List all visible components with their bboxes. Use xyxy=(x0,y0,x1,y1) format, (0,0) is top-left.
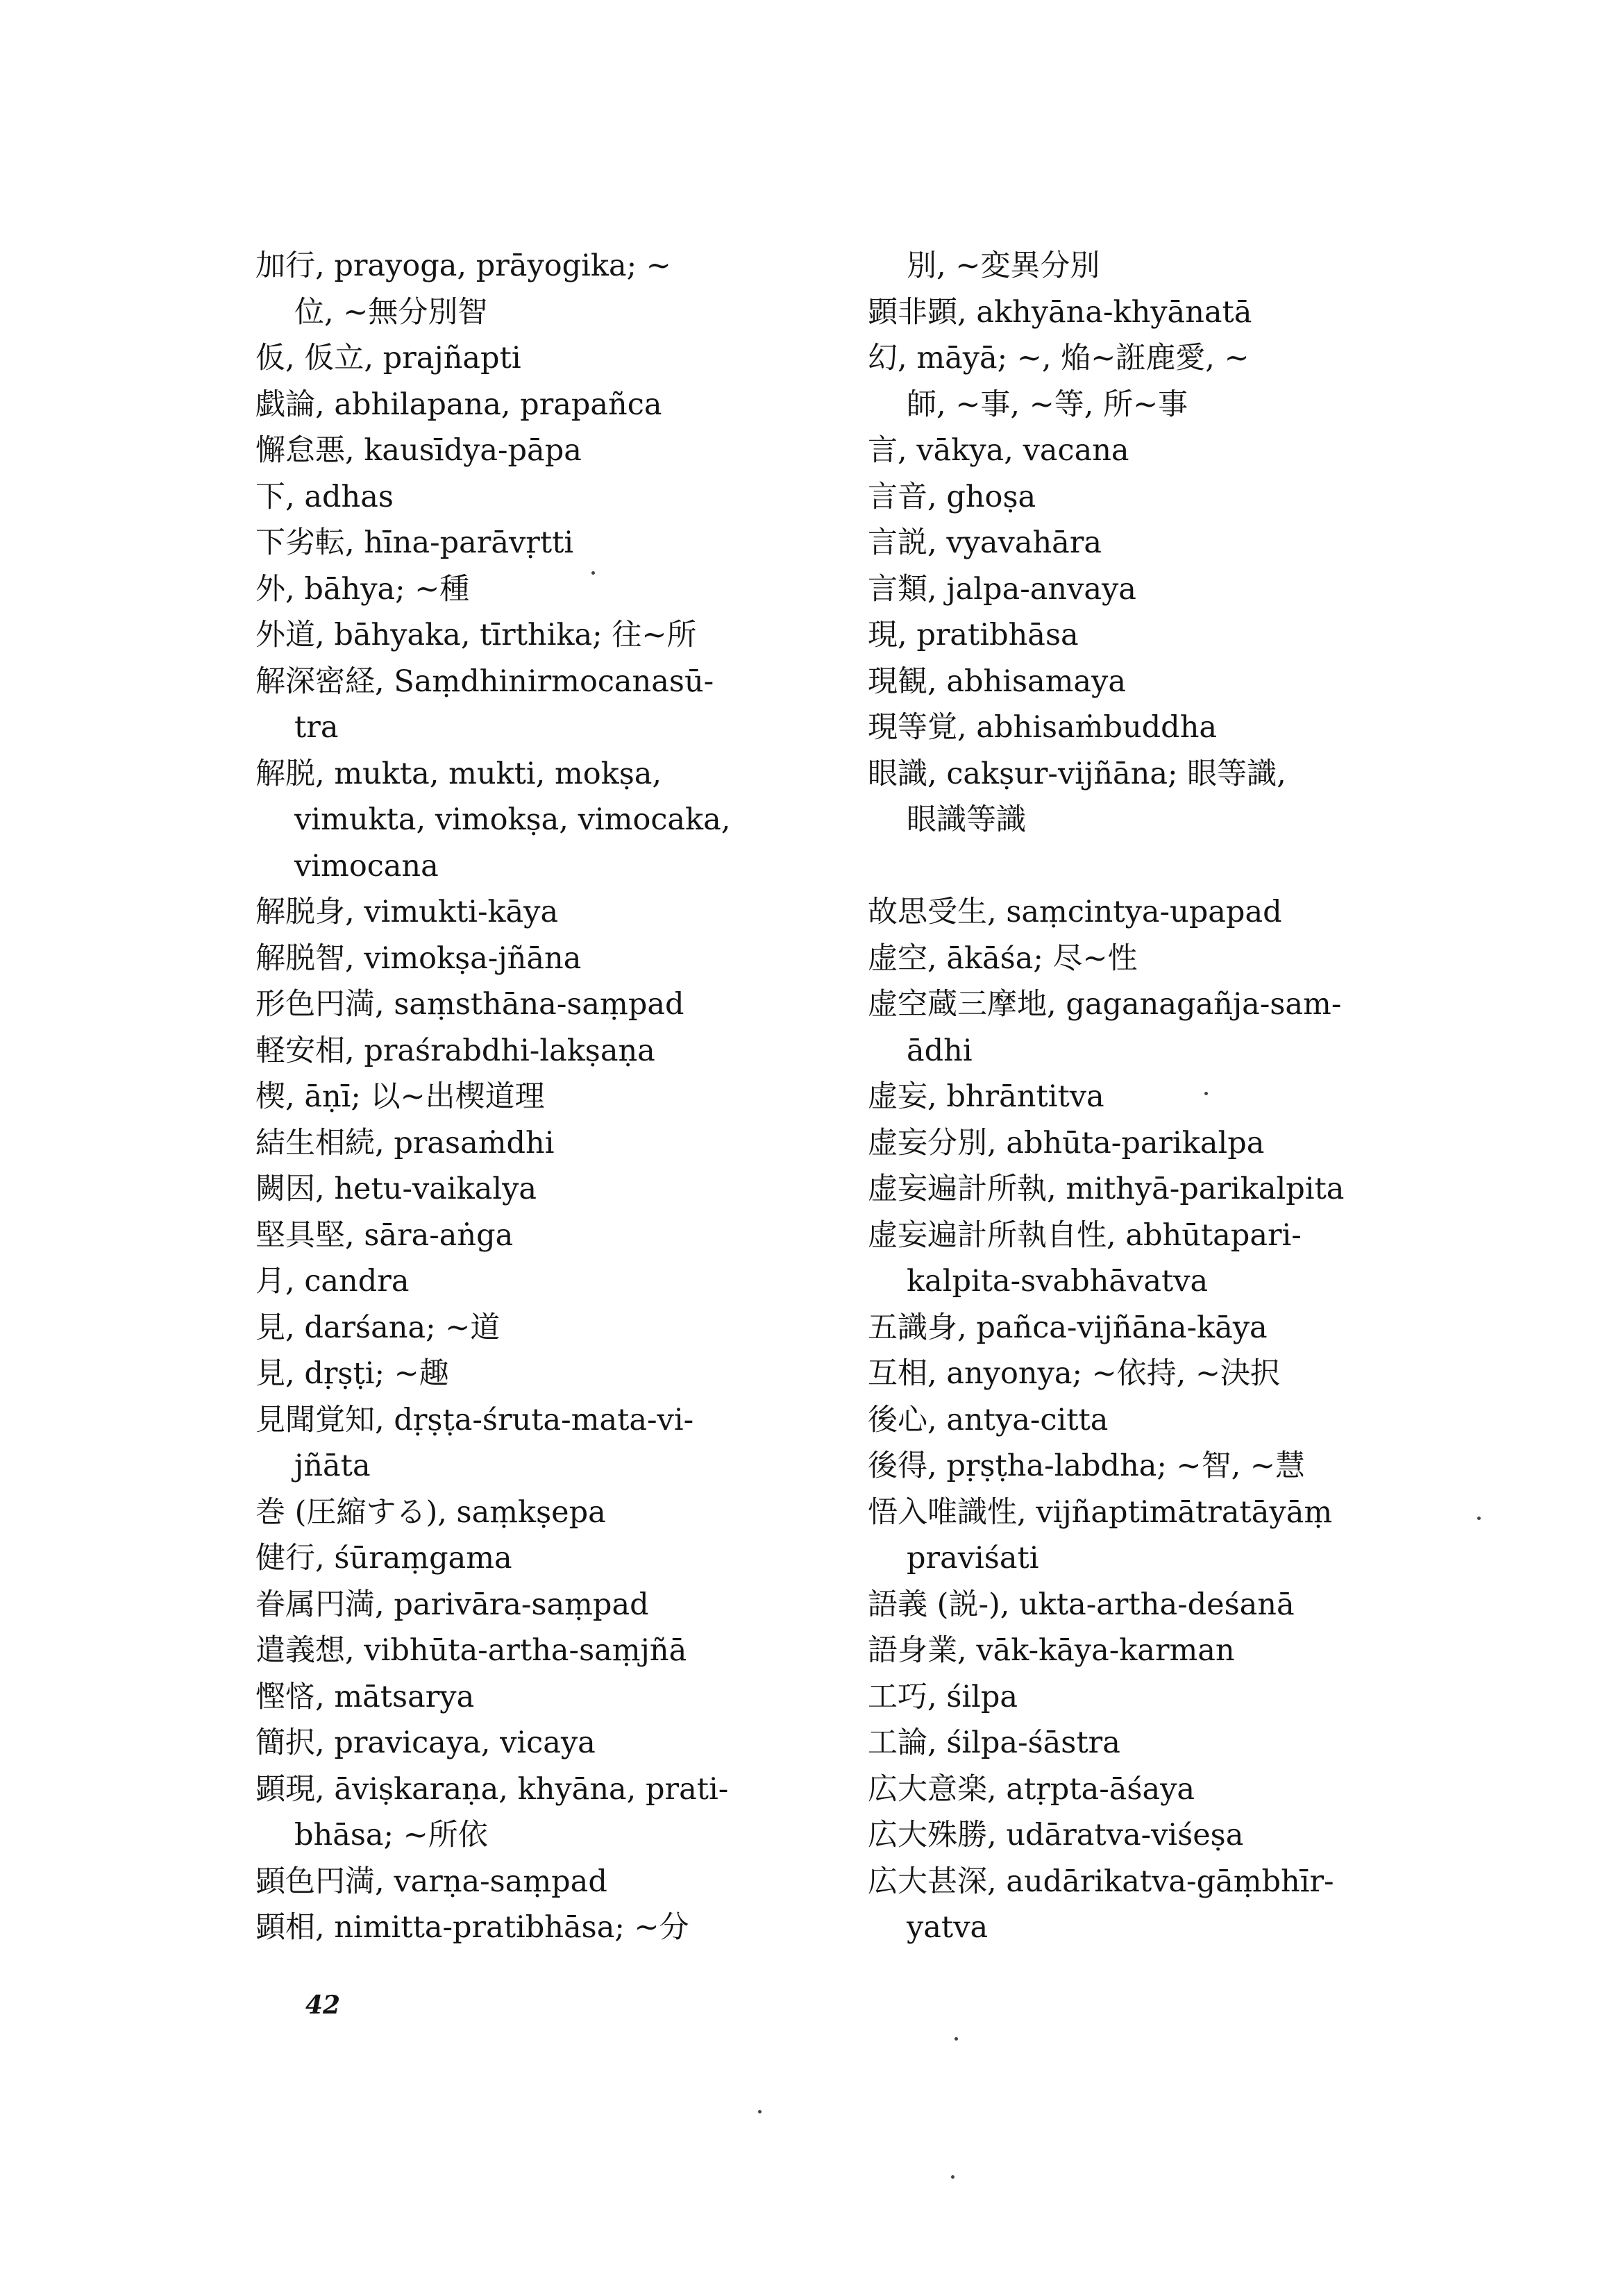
entry-headline: 見聞覚知, dṛṣṭa-śruta-mata-vi- xyxy=(255,1402,694,1437)
entry-headline: 仮, 仮立, prajñapti xyxy=(255,341,521,375)
dictionary-entry xyxy=(255,1859,811,1905)
dictionary-entry xyxy=(868,289,1423,336)
entry-headline: 語義 (説-), ukta-artha-deśanā xyxy=(868,1587,1295,1622)
entry-headline: 解深密経, Saṃdhinirmocanasū- xyxy=(255,664,714,699)
entry-headline: 互相, anyonya; ~依持, ~決択 xyxy=(868,1356,1281,1391)
dictionary-entry xyxy=(868,1720,1423,1766)
entry-continuation-line: 眼識等識 xyxy=(907,802,1026,837)
dictionary-entry xyxy=(868,1812,1423,1859)
dictionary-entry xyxy=(255,612,811,659)
page-number: 42 xyxy=(305,1991,341,2020)
dictionary-entry xyxy=(868,1674,1423,1721)
entry-continuation-line: 位, ~無分別智 xyxy=(294,294,488,330)
scan-speck xyxy=(1204,1092,1208,1095)
entry-continuation-line: bhāsa; ~所依 xyxy=(294,1818,488,1852)
dictionary-entry xyxy=(868,1305,1423,1351)
entry-headline: 現観, abhisamaya xyxy=(868,664,1126,699)
entry-continuation-line: praviśati xyxy=(907,1541,1039,1576)
entry-headline: 工巧, śilpa xyxy=(868,1679,1018,1714)
entry-headline: 悟入唯識性, vijñaptimātratāyāṃ xyxy=(868,1494,1333,1530)
entry-headline: 広大甚深, audārikatva-gāṃbhīr- xyxy=(868,1864,1334,1899)
entry-headline: 故思受生, saṃcintya-upapad xyxy=(868,895,1282,929)
entry-continuation-line: jñāta xyxy=(294,1449,371,1483)
dictionary-entry xyxy=(255,1489,811,1536)
dictionary-entry xyxy=(255,936,811,982)
scan-speck xyxy=(1477,1517,1481,1520)
entry-headline: 軽安相, praśrabdhi-lakṣaṇa xyxy=(255,1033,655,1068)
right-column xyxy=(868,243,1423,1951)
dictionary-entry xyxy=(868,566,1423,613)
entry-headline: 幻, māyā; ~, 焔~誑鹿愛, ~ xyxy=(868,341,1250,375)
dictionary-entry xyxy=(255,1674,811,1721)
dictionary-entry xyxy=(255,751,811,890)
entry-headline: 虚妄分別, abhūta-parikalpa xyxy=(868,1125,1265,1160)
entry-headline: 月, candra xyxy=(255,1264,410,1299)
entry-headline: 眼識, cakṣur-vijñāna; 眼等識, xyxy=(868,756,1286,791)
dictionary-entry xyxy=(255,1120,811,1167)
dictionary-entry xyxy=(868,428,1423,474)
entry-continuation-line: kalpita-svabhāvatva xyxy=(907,1264,1209,1299)
dictionary-entry xyxy=(255,428,811,474)
dictionary-entry xyxy=(255,382,811,428)
dictionary-entry xyxy=(255,1720,811,1766)
entry-headline: 解脱身, vimukti-kāya xyxy=(255,895,559,929)
entry-headline: 虚妄遍計所執自性, abhūtapari- xyxy=(868,1217,1302,1253)
dictionary-entry xyxy=(868,1166,1423,1213)
entry-headline: 現, pratibhāsa xyxy=(868,618,1079,652)
entry-headline: 顕相, nimitta-pratibhāsa; ~分 xyxy=(255,1910,689,1945)
entry-headline: 広大意楽, atṛpta-āśaya xyxy=(868,1771,1195,1807)
entry-headline: 楔, āṇī; 以~出楔道理 xyxy=(255,1079,545,1114)
dictionary-entry xyxy=(868,612,1423,659)
entry-continuation-line: vimukta, vimokṣa, vimocaka, xyxy=(294,802,731,837)
dictionary-entry xyxy=(868,1351,1423,1397)
dictionary-entry xyxy=(868,474,1423,521)
dictionary-entry xyxy=(868,981,1423,1074)
scan-speck xyxy=(955,2037,958,2041)
entry-continuation-line: vimocana xyxy=(294,848,439,884)
dictionary-entry xyxy=(255,1305,811,1351)
entry-headline: 解脱, mukta, mukti, mokṣa, xyxy=(255,756,662,791)
dictionary-entry xyxy=(255,520,811,566)
entry-headline: 現等覚, abhisaṁbuddha xyxy=(868,710,1218,745)
dictionary-entry xyxy=(868,936,1423,982)
entry-headline: 後心, antya-citta xyxy=(868,1402,1109,1437)
dictionary-entry xyxy=(868,243,1423,289)
entry-headline: 形色円満, saṃsthāna-saṃpad xyxy=(255,987,684,1022)
entry-headline: 顕非顕, akhyāna-khyānatā xyxy=(868,294,1252,330)
dictionary-entry xyxy=(255,1166,811,1213)
entry-headline: 簡択, pravicaya, vicaya xyxy=(255,1725,596,1760)
entry-headline: 慳悋, mātsarya xyxy=(255,1679,475,1714)
entry-headline: 五識身, pañca-vijñāna-kāya xyxy=(868,1310,1268,1345)
dictionary-entry xyxy=(868,1628,1423,1674)
dictionary-entry xyxy=(255,1905,811,1951)
entry-headline: 虚空, ākāśa; 尽~性 xyxy=(868,940,1138,976)
dictionary-entry xyxy=(255,1766,811,1859)
dictionary-entry xyxy=(255,889,811,936)
entry-headline: 結生相続, prasaṁdhi xyxy=(255,1125,555,1160)
dictionary-entry xyxy=(255,1535,811,1582)
dictionary-entry xyxy=(255,1213,811,1259)
entry-headline: 言, vākya, vacana xyxy=(868,433,1129,468)
dictionary-entry xyxy=(868,659,1423,705)
section-gap xyxy=(868,843,1423,890)
entry-headline: 別, ~変異分別 xyxy=(907,248,1100,283)
dictionary-entry xyxy=(868,751,1423,843)
entry-headline: 言音, ghoṣa xyxy=(868,479,1036,514)
entry-headline: 虚妄, bhrāntitva xyxy=(868,1079,1104,1114)
dictionary-entry xyxy=(868,1766,1423,1813)
entry-headline: 顕色円満, varṇa-saṃpad xyxy=(255,1864,607,1899)
dictionary-entry xyxy=(868,1397,1423,1444)
scan-speck xyxy=(951,2175,955,2179)
entry-headline: 虚空蔵三摩地, gaganagañja-sam- xyxy=(868,987,1342,1022)
entry-headline: 見, darśana; ~道 xyxy=(255,1310,501,1345)
entry-headline: 顕現, āviṣkaraṇa, khyāna, prati- xyxy=(255,1771,729,1807)
dictionary-entry xyxy=(868,1489,1423,1582)
dictionary-entry xyxy=(255,243,811,335)
entry-headline: 闕因, hetu-vaikalya xyxy=(255,1172,537,1206)
dictionary-entry xyxy=(868,1582,1423,1628)
dictionary-entry xyxy=(868,889,1423,936)
scan-speck xyxy=(758,2110,762,2113)
entry-headline: 外, bāhya; ~種 xyxy=(255,571,470,607)
entry-continuation-line: tra xyxy=(294,710,339,745)
entry-headline: 言類, jalpa-anvaya xyxy=(868,571,1136,607)
entry-continuation-line: ādhi xyxy=(907,1033,973,1068)
entry-headline: 外道, bāhyaka, tīrthika; 往~所 xyxy=(255,618,697,652)
scan-speck xyxy=(591,571,595,575)
entry-headline: 言説, vyavahāra xyxy=(868,525,1102,560)
dictionary-entry xyxy=(868,1074,1423,1120)
dictionary-entry xyxy=(868,335,1423,428)
entry-headline: 戯論, abhilapana, prapañca xyxy=(255,387,662,422)
entry-headline: 虚妄遍計所執, mithyā-parikalpita xyxy=(868,1172,1345,1206)
dictionary-entry xyxy=(255,335,811,382)
entry-headline: 後得, pṛṣṭha-labdha; ~智, ~慧 xyxy=(868,1449,1305,1483)
entry-headline: 語身業, vāk-kāya-karman xyxy=(868,1633,1235,1668)
dictionary-entry xyxy=(255,474,811,521)
entry-headline: 眷属円満, parivāra-saṃpad xyxy=(255,1587,649,1622)
entry-headline: 見, dṛṣṭi; ~趣 xyxy=(255,1356,449,1391)
entry-headline: 広大殊勝, udāratva-viśeṣa xyxy=(868,1818,1244,1852)
dictionary-entry xyxy=(868,520,1423,566)
dictionary-entry xyxy=(255,659,811,751)
dictionary-entry xyxy=(255,1074,811,1120)
left-column xyxy=(255,243,811,1951)
dictionary-entry xyxy=(255,1397,811,1489)
dictionary-entry xyxy=(255,981,811,1028)
entry-continuation-line: yatva xyxy=(907,1910,989,1945)
entry-headline: 解脱智, vimokṣa-jñāna xyxy=(255,940,582,976)
dictionary-entry xyxy=(868,1213,1423,1305)
dictionary-entry xyxy=(255,1582,811,1628)
dictionary-entry xyxy=(255,1028,811,1074)
dictionary-entry xyxy=(255,1351,811,1397)
entry-headline: 下劣転, hīna-parāvṛtti xyxy=(255,525,574,560)
dictionary-entry xyxy=(255,1628,811,1674)
entry-headline: 堅具堅, sāra-aṅga xyxy=(255,1217,514,1253)
dictionary-entry xyxy=(868,1859,1423,1951)
entry-headline: 遣義想, vibhūta-artha-saṃjñā xyxy=(255,1633,687,1668)
entry-headline: 懈怠悪, kausīdya-pāpa xyxy=(255,433,582,468)
dictionary-entry xyxy=(868,1443,1423,1489)
dictionary-entry xyxy=(255,566,811,613)
entry-continuation-line: 師, ~事, ~等, 所~事 xyxy=(907,387,1188,422)
entry-headline: 工論, śilpa-śāstra xyxy=(868,1725,1120,1760)
dictionary-entry xyxy=(868,704,1423,751)
entry-headline: 下, adhas xyxy=(255,479,394,514)
dictionary-entry xyxy=(868,1120,1423,1167)
entry-headline: 巻 (圧縮する), saṃkṣepa xyxy=(255,1494,606,1530)
entry-headline: 健行, śūraṃgama xyxy=(255,1541,512,1576)
dictionary-entry xyxy=(255,1258,811,1305)
entry-headline: 加行, prayoga, prāyogika; ~ xyxy=(255,248,671,283)
